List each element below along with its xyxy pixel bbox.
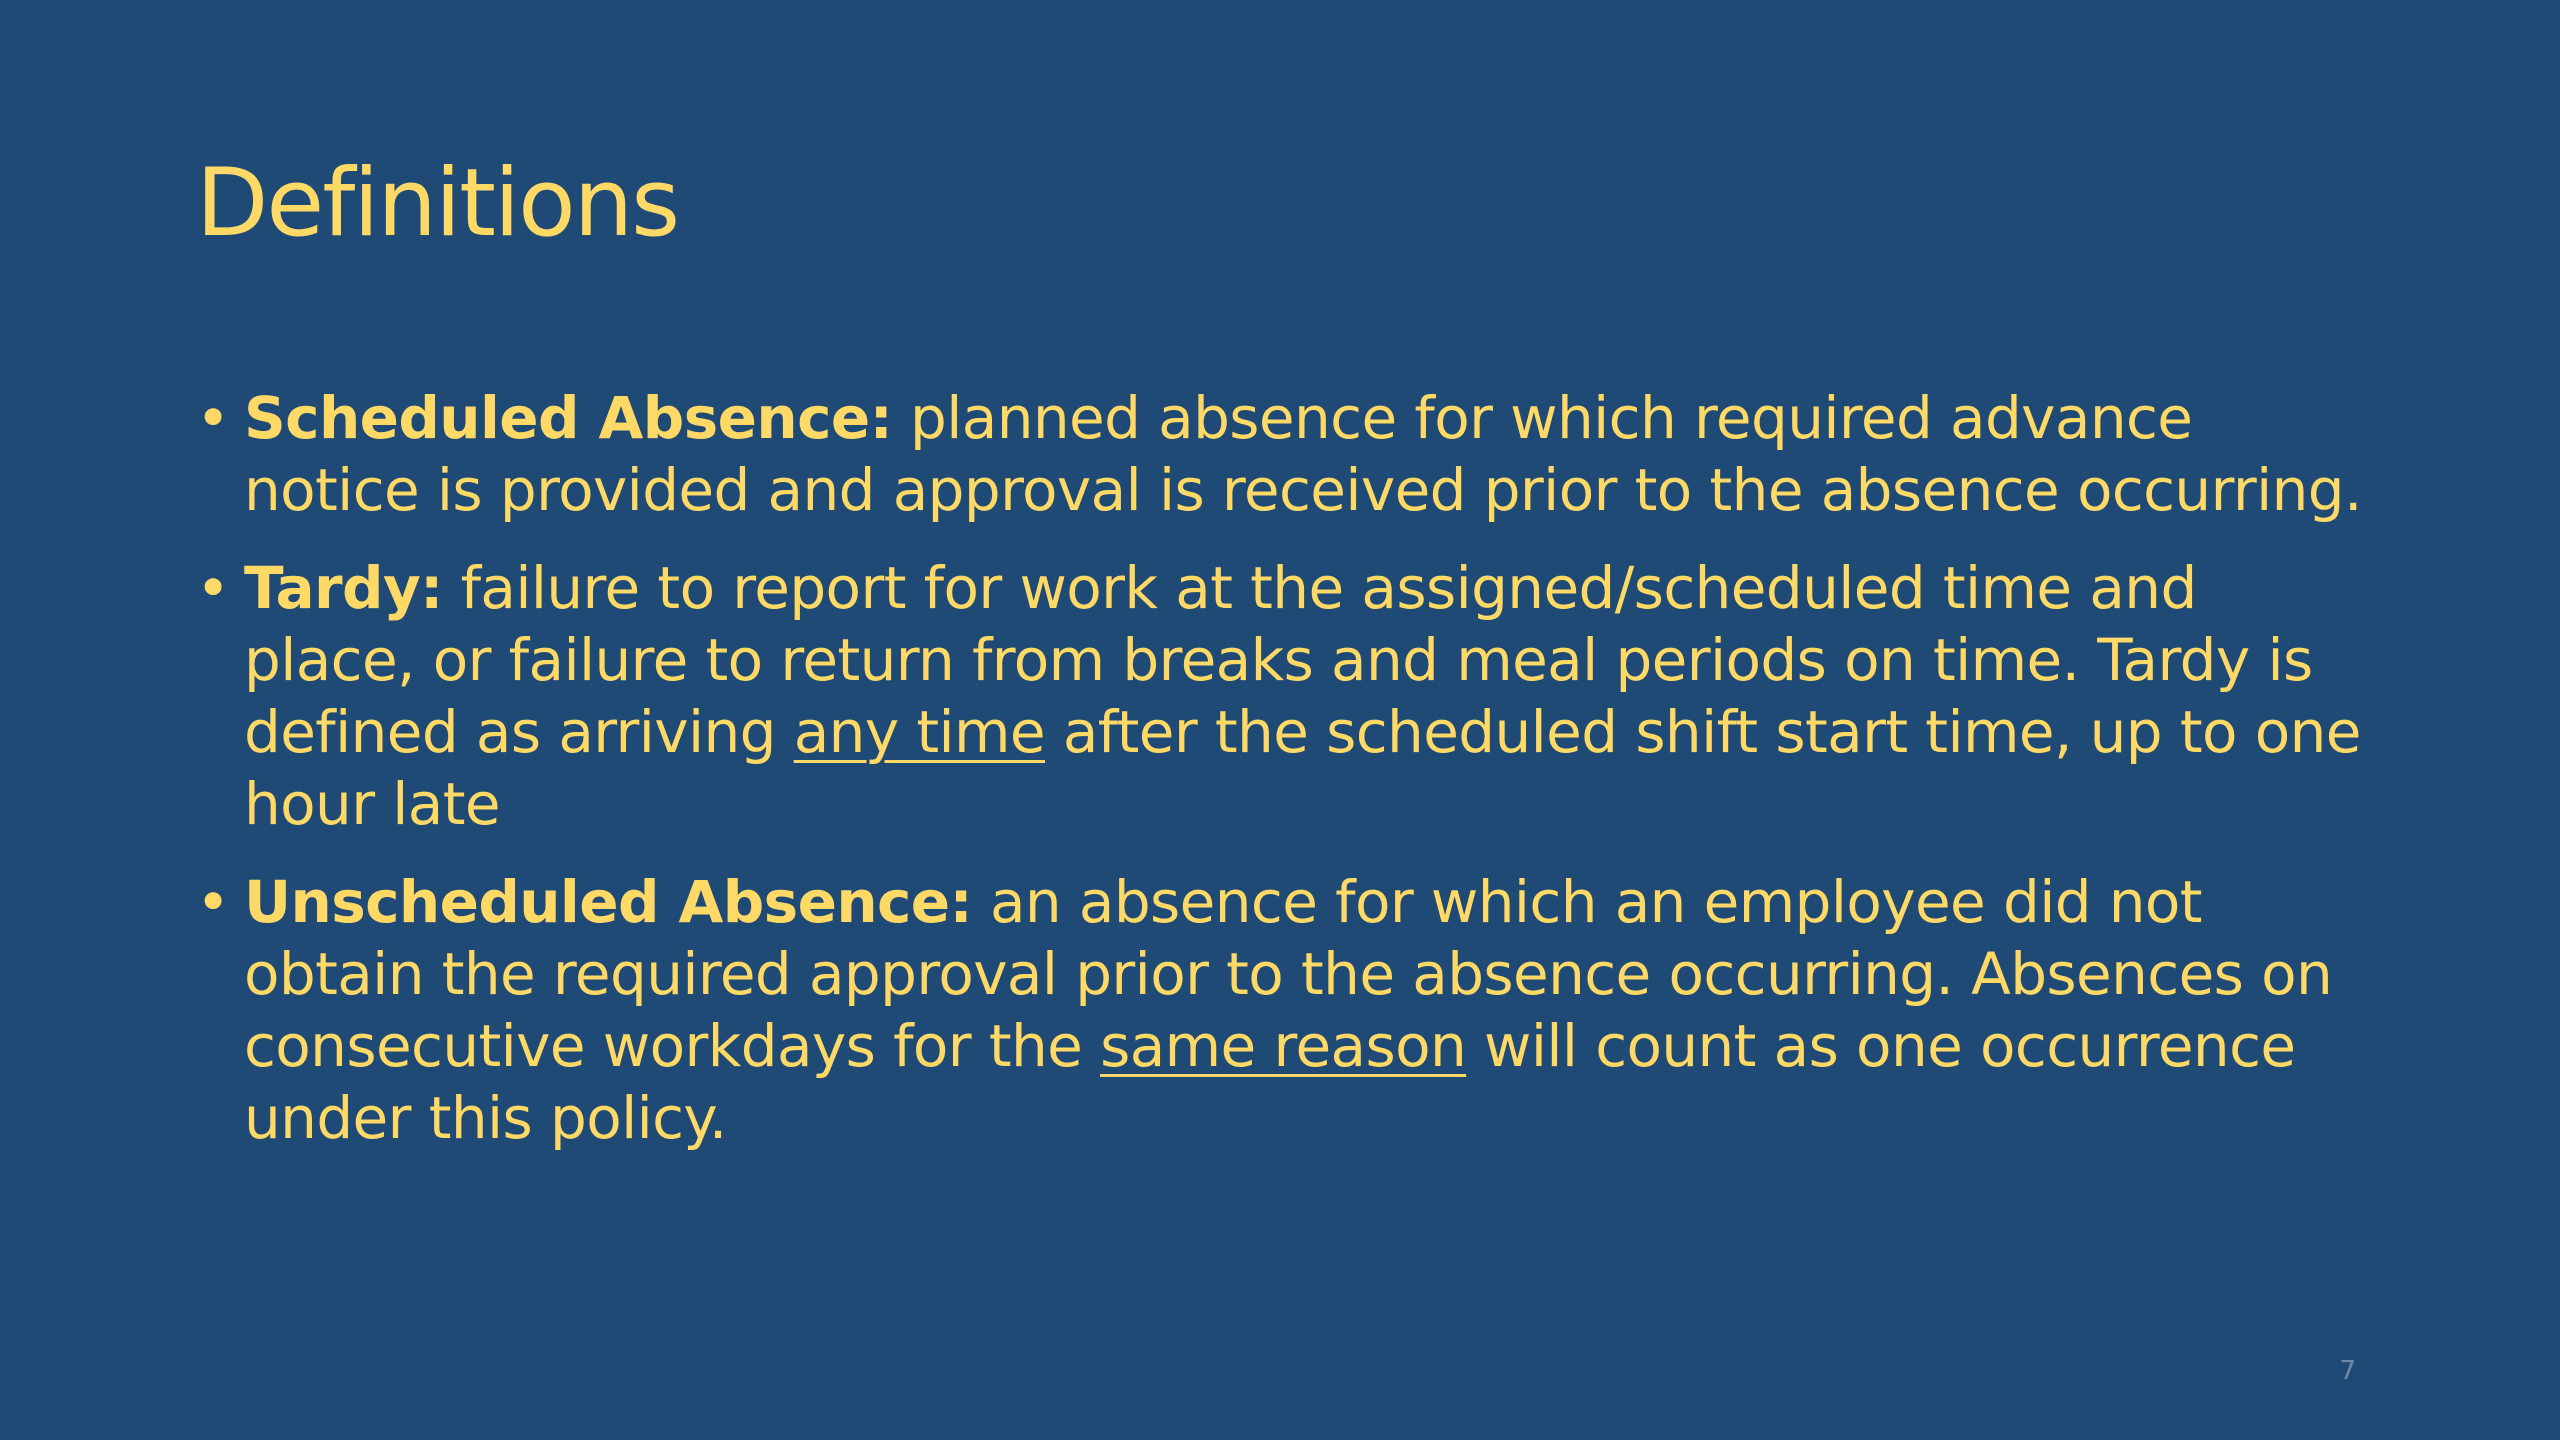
definition-tardy: [196, 552, 2376, 840]
definition-text: planned absence for which required advance notice is provided and approval is received prior to the absence occurring.: [244, 384, 2362, 524]
underlined-emphasis: same reason: [1100, 1012, 1467, 1080]
underlined-emphasis: any time: [793, 698, 1046, 766]
definition-text: failure to report for work at the assigned/scheduled time and place, or failure to return from breaks and meal periods on time. Tardy is defined as arriving: [244, 554, 2313, 766]
term-label: Unscheduled Absence:: [244, 868, 973, 936]
term-label: Tardy:: [244, 554, 443, 622]
definition-unscheduled-absence: [196, 866, 2376, 1154]
definition-text: an absence for which an employee did not obtain the required approval prior to the absence occurring. Absences on consecutive workdays for the: [244, 868, 2333, 1080]
definition-text-continued: after the scheduled shift start time, up to one hour late: [244, 698, 2361, 838]
definitions-list: [196, 382, 2376, 1180]
page-number: 7: [2339, 1356, 2356, 1386]
bullet-icon: •: [196, 554, 230, 622]
bullet-icon: •: [196, 868, 230, 936]
term-label: Scheduled Absence:: [244, 384, 893, 452]
bullet-icon: •: [196, 384, 230, 452]
definition-text-continued: will count as one occurrence under this policy.: [244, 1012, 2296, 1152]
definition-scheduled-absence: [196, 382, 2376, 526]
slide-title: Definitions: [196, 149, 679, 258]
